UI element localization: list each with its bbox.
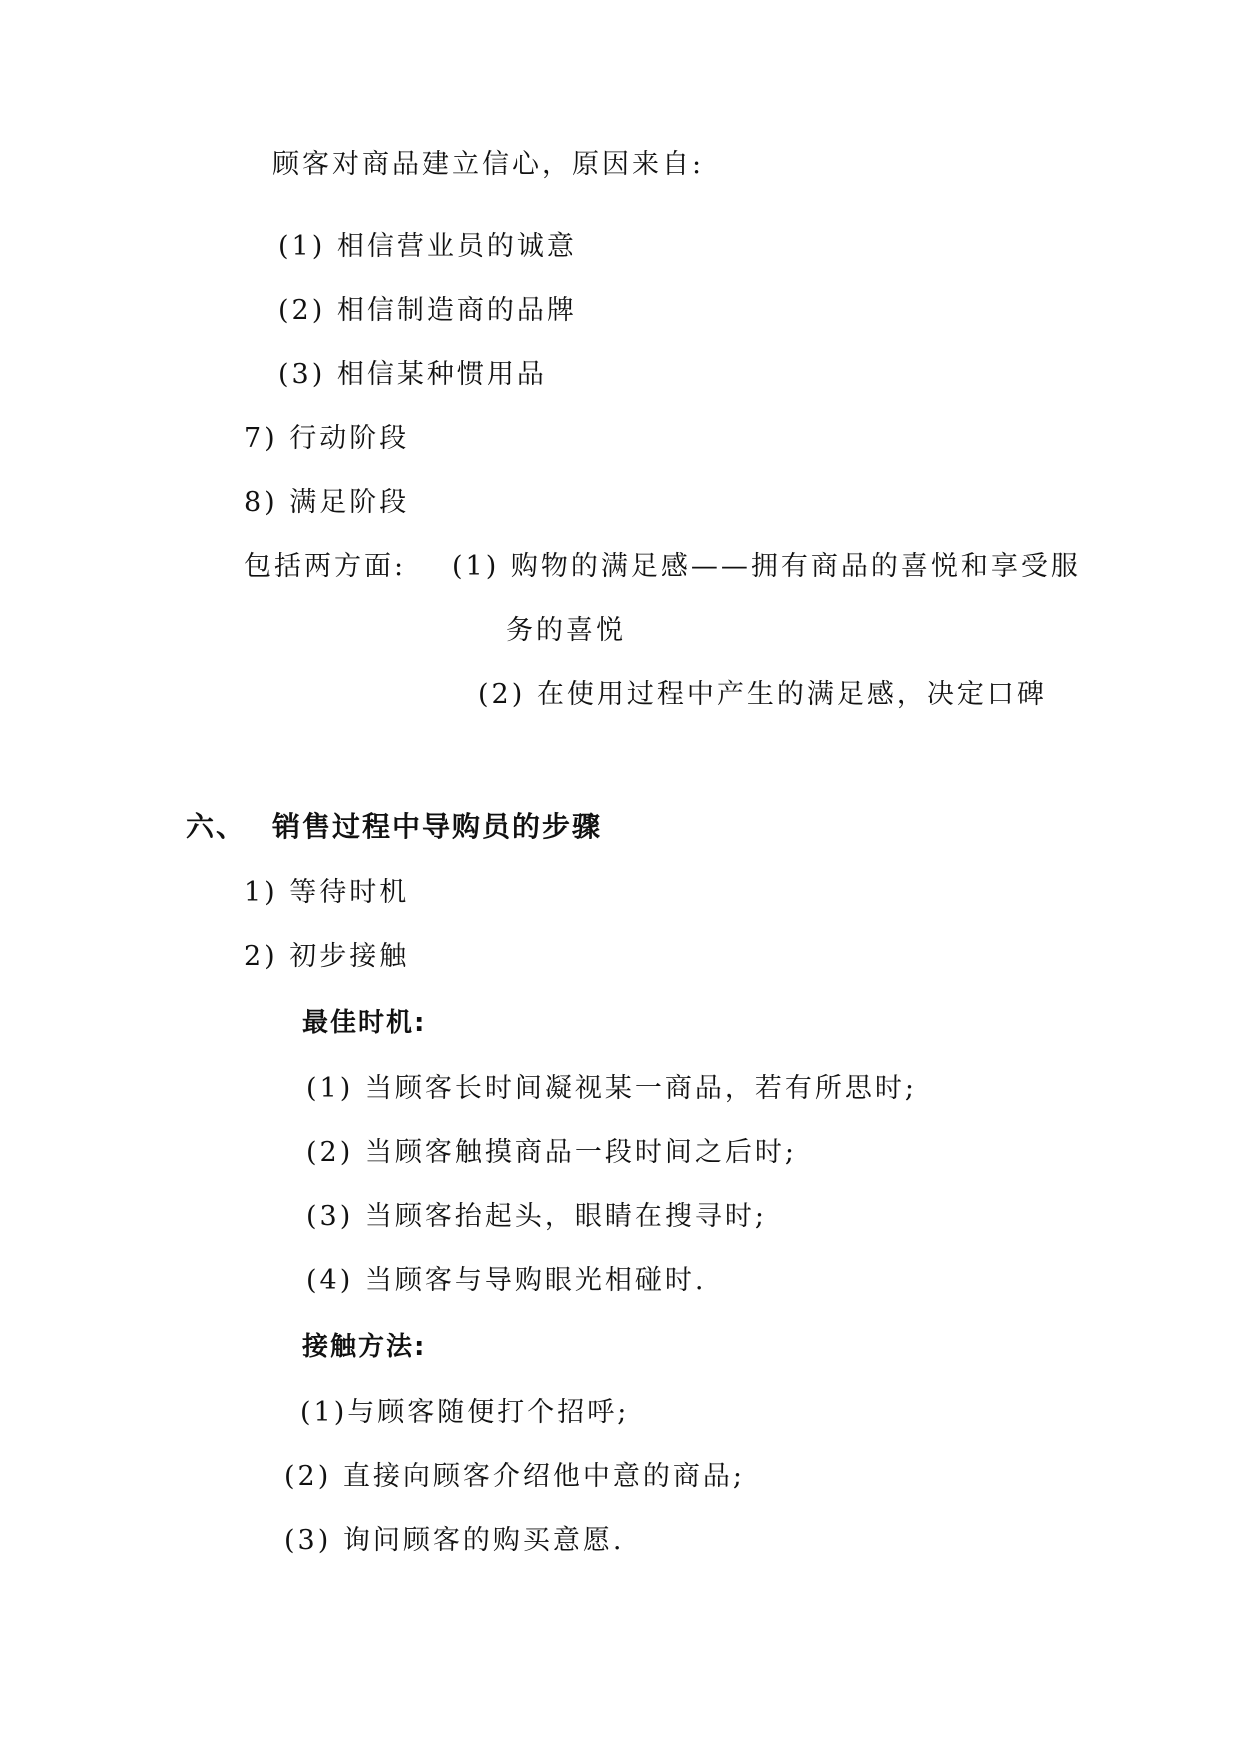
confidence-item-3: (3) 相信某种惯用品 (278, 359, 547, 390)
contact-method-2: (2) 直接向顾客介绍他中意的商品; (284, 1461, 745, 1492)
satisfaction-aspect-1-line-2: 务的喜悦 (506, 615, 626, 646)
contact-method-3: (3) 询问顾客的购买意愿. (284, 1525, 625, 1556)
step-1: 1) 等待时机 (244, 877, 410, 908)
satisfaction-aspects-label: 包括两方面: (244, 551, 407, 582)
confidence-intro: 顾客对商品建立信心，原因来自: (272, 149, 705, 180)
best-timing-item-2: (2) 当顾客触摸商品一段时间之后时; (306, 1137, 797, 1168)
satisfaction-aspect-1-line-1: (1) 购物的满足感——拥有商品的喜悦和享受服 (452, 551, 1081, 582)
confidence-item-2: (2) 相信制造商的品牌 (278, 295, 577, 326)
best-timing-item-4: (4) 当顾客与导购眼光相碰时. (306, 1265, 707, 1296)
stage-action: 7) 行动阶段 (244, 423, 410, 454)
satisfaction-aspect-2: (2) 在使用过程中产生的满足感，决定口碑 (478, 679, 1047, 710)
best-timing-item-1: (1) 当顾客长时间凝视某一商品，若有所思时; (306, 1073, 917, 1104)
section-number: 六、 (186, 810, 247, 843)
stage-satisfaction: 8) 满足阶段 (244, 487, 410, 518)
contact-methods-heading: 接触方法: (302, 1332, 427, 1362)
section-title: 销售过程中导购员的步骤 (272, 810, 603, 843)
contact-method-1: (1)与顾客随便打个招呼; (300, 1397, 630, 1428)
best-timing-heading: 最佳时机: (302, 1008, 427, 1038)
best-timing-item-3: (3) 当顾客抬起头，眼睛在搜寻时; (306, 1201, 767, 1232)
confidence-item-1: (1) 相信营业员的诚意 (278, 231, 577, 262)
step-2: 2) 初步接触 (244, 941, 410, 972)
